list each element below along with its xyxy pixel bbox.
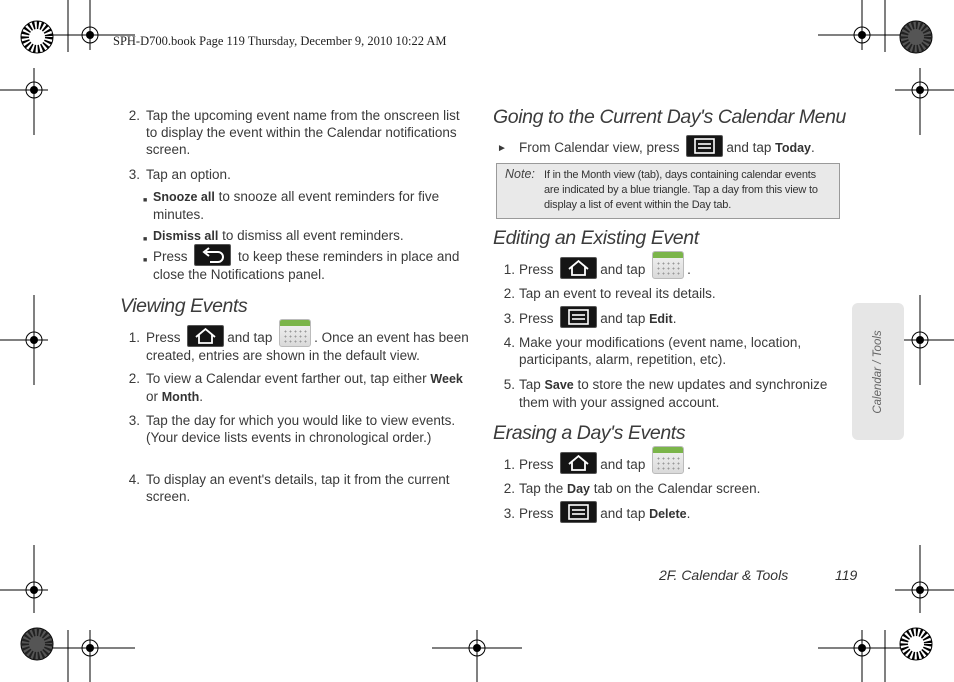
page-number: 119 [835, 567, 858, 583]
menu-key-icon [560, 306, 597, 328]
arrow-bullet-icon: ► [497, 143, 507, 154]
section-title-viewing: Viewing Events [120, 295, 248, 317]
home-key-icon [560, 452, 597, 474]
footer-section: 2F. Calendar & Tools [659, 567, 789, 583]
section-title-going: Going to the Current Day's Calendar Menu [493, 106, 846, 128]
menu-key-icon [560, 501, 597, 523]
calendar-app-icon [652, 251, 684, 279]
chapter-side-tab: Calendar / Tools [852, 303, 904, 440]
home-key-icon [187, 325, 224, 347]
calendar-app-icon [652, 446, 684, 474]
square-bullet-icon: ■ [143, 197, 148, 204]
calendar-app-icon [279, 319, 311, 347]
menu-key-icon [686, 135, 723, 157]
section-title-erasing: Erasing a Day's Events [493, 422, 686, 444]
book-header: SPH-D700.book Page 119 Thursday, December 9, 2010 10:22 AM [113, 34, 447, 48]
section-title-editing: Editing an Existing Event [493, 227, 699, 249]
note-box: Note: If in the Month view (tab), days containing calendar events are indicated by a blue triangle. Tap a day from this view to display a list of event within the Day tab. [496, 163, 840, 219]
back-key-icon [194, 244, 231, 266]
square-bullet-icon: ■ [143, 236, 148, 243]
square-bullet-icon: ■ [143, 257, 148, 264]
home-key-icon [560, 257, 597, 279]
